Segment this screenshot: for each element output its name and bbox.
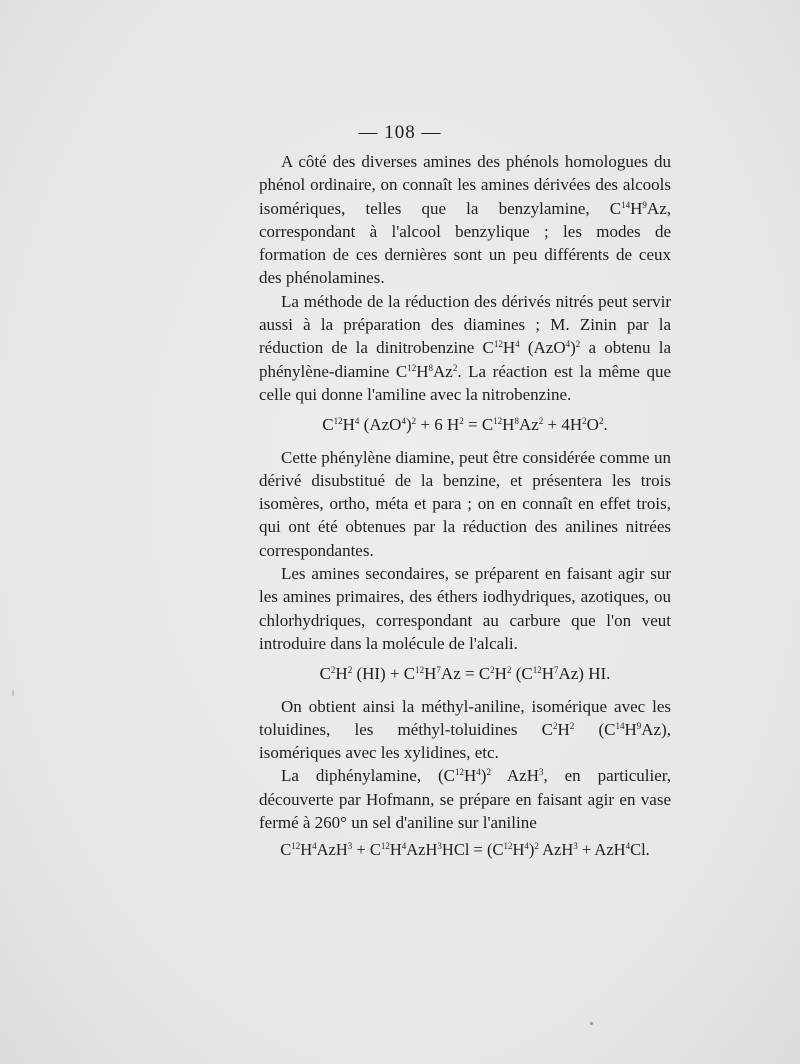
page-body xyxy=(259,150,671,871)
formula-phenylene-diamine: $C^{12}H^4$ $(AzO^4)^2 + 6$ $H^2 = C^{12}H^8Az^2 + 4H^2O^2$. xyxy=(322,415,608,435)
paragraph-diphenylamine: La diphénylamine, $(C^{12}H^4)^2$ AzH$^3$, en particulier, découverte par Hofmann, se prépare en faisant agir en vase fermé à 260° un sel d'aniline sur l'aniline xyxy=(259,766,671,833)
paragraph-amines-alcools: A côté des diverses amines des phénols homologues du phénol ordinaire, on connaît les amines dérivées des alcools isomériques, telles que la benzylamine, $C^{14}H^9Az$, correspondant à l'alcool benzylique ; les modes de formation de ces dernières sont un peu différents de ceux des phénolamines. xyxy=(259,152,671,288)
page-number: — 108 — xyxy=(358,122,442,143)
formula-methyl-aniline: $C^2H^2$ $(HI) + C^{12}H^7Az = C^2H^2$ $(C^{12}H^7Az)$ HI. xyxy=(319,664,611,684)
formula-diphenylamine: $C^{12}H^4AzH^3 + C^{12}H^4AzH^3HCl = (C^{12}H^4)^2$ AzH$^3$ + AzH$^4$Cl. xyxy=(280,840,650,860)
paragraph-methyl-aniline: On obtient ainsi la méthyl-aniline, isomérique avec les toluidines, les méthyl-toluidines $C^2H^2$ $(C^{14}H^9Az)$, isomériques avec les xylidines, etc. xyxy=(259,696,671,763)
paragraph-isomeres: Cette phénylène diamine, peut être considérée comme un dérivé disubstitué de la benzine, et présentera les trois isomères, ortho, méta et para ; on en connaît en effet trois, qui ont été obtenues par la réduction des anilines nitrées correspondantes. xyxy=(259,447,671,560)
paper-speck xyxy=(590,1022,593,1025)
paper-speck xyxy=(12,690,14,696)
paragraph-diamines: La méthode de la réduction des dérivés nitrés peut servir aussi à la préparation des diamines ; M. Zinin par la réduction de la dinitrobenzine $C^{12}H^4$ $(AzO^4)^2$ a obtenu la phénylène-diamine $C^{12}H^8Az^2$. La réaction est la même que celle qui donne l'amiline avec la nitrobenzine. xyxy=(259,291,671,404)
paragraph-amines-secondaires: Les amines secondaires, se préparent en faisant agir sur les amines primaires, des éthers iodhydriques, azotiques, ou chlorhydriques, correspondant au carbure que l'on veut introduire dans la molécule de l'alcali. xyxy=(259,564,671,653)
